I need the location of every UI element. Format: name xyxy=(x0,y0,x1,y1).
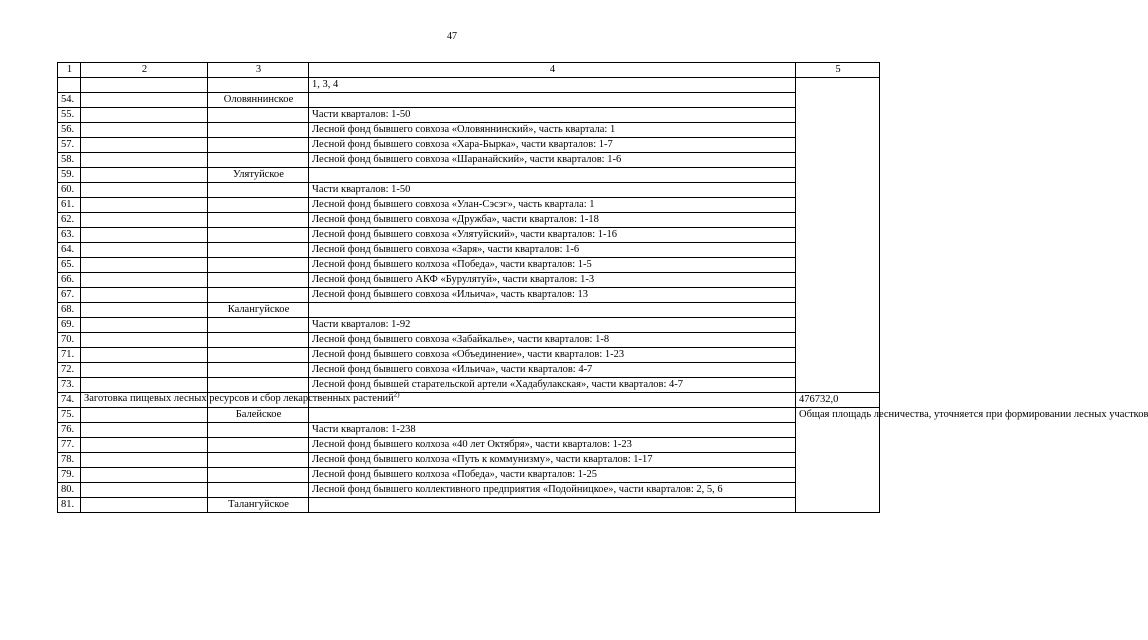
location-cell xyxy=(309,408,796,423)
table-row xyxy=(58,198,880,213)
district-cell: Талангуйское xyxy=(208,498,309,513)
district-cell xyxy=(208,78,309,93)
district-cell xyxy=(208,123,309,138)
activity-cell xyxy=(81,153,208,168)
table-row xyxy=(58,303,880,318)
row-number: 61. xyxy=(58,198,81,213)
district-cell xyxy=(208,333,309,348)
row-number: 60. xyxy=(58,183,81,198)
location-cell: Лесной фонд бывшего коллективного предприятия «Подойницкое», части кварталов: 2, 5, 6 xyxy=(309,483,796,498)
row-number: 64. xyxy=(58,243,81,258)
table-row xyxy=(58,153,880,168)
location-cell xyxy=(309,303,796,318)
location-cell: Лесной фонд бывшего совхоза «Ильича», часть кварталов: 13 xyxy=(309,288,796,303)
location-cell xyxy=(309,498,796,513)
location-cell xyxy=(309,93,796,108)
location-cell: Лесной фонд бывшего АКФ «Бурулятуй», части кварталов: 1-3 xyxy=(309,273,796,288)
activity-cell xyxy=(81,273,208,288)
district-cell: Оловяннинское xyxy=(208,93,309,108)
activity-cell xyxy=(81,453,208,468)
location-cell: Лесной фонд бывшего колхоза «Победа», части кварталов: 1-25 xyxy=(309,468,796,483)
activity-cell xyxy=(81,243,208,258)
district-cell xyxy=(208,288,309,303)
area-note: Общая площадь лесничества, уточняется при формировании лесных участков xyxy=(796,408,880,513)
location-cell: Части кварталов: 1-50 xyxy=(309,183,796,198)
location-cell: Лесной фонд бывшего совхоза «Забайкалье», части кварталов: 1-8 xyxy=(309,333,796,348)
district-cell xyxy=(208,423,309,438)
district-cell: Улятуйское xyxy=(208,168,309,183)
district-cell xyxy=(208,378,309,393)
page-number: 47 xyxy=(447,31,457,42)
location-cell: Лесной фонд бывшего совхоза «Оловяннинский», часть квартала: 1 xyxy=(309,123,796,138)
row-number: 57. xyxy=(58,138,81,153)
district-cell xyxy=(208,438,309,453)
district-cell xyxy=(208,468,309,483)
activity-cell xyxy=(81,408,208,423)
table-row xyxy=(58,498,880,513)
district-cell xyxy=(208,108,309,123)
activity-cell xyxy=(81,468,208,483)
location-cell: Лесной фонд бывшего совхоза «Объединение», части кварталов: 1-23 xyxy=(309,348,796,363)
district-cell xyxy=(208,243,309,258)
area-value: 476732,0 xyxy=(796,393,880,408)
table-row xyxy=(58,183,880,198)
activity-cell xyxy=(81,303,208,318)
row-number: 81. xyxy=(58,498,81,513)
district-cell xyxy=(208,348,309,363)
table-row xyxy=(58,168,880,183)
activity-cell xyxy=(81,78,208,93)
activity-cell xyxy=(81,93,208,108)
activity-cell xyxy=(81,198,208,213)
activity-cell xyxy=(81,108,208,123)
row-number: 73. xyxy=(58,378,81,393)
table-row xyxy=(58,228,880,243)
location-cell: 1, 3, 4 xyxy=(309,78,796,93)
table-row xyxy=(58,378,880,393)
activity-cell xyxy=(81,348,208,363)
location-cell: Лесной фонд бывшего совхоза «Шаранайский», части кварталов: 1-6 xyxy=(309,153,796,168)
row-number: 77. xyxy=(58,438,81,453)
district-cell xyxy=(208,318,309,333)
table-row xyxy=(58,438,880,453)
column-header-4: 4 xyxy=(309,63,796,78)
location-cell: Лесной фонд бывшего колхоза «40 лет Октября», части кварталов: 1-23 xyxy=(309,438,796,453)
row-number: 70. xyxy=(58,333,81,348)
district-cell xyxy=(208,273,309,288)
column-header-1: 1 xyxy=(58,63,81,78)
activity-cell xyxy=(81,288,208,303)
location-cell: Лесной фонд бывшего совхоза «Улан-Сэсэг», часть квартала: 1 xyxy=(309,198,796,213)
location-cell: Лесной фонд бывшего колхоза «Путь к коммунизму», части кварталов: 1-17 xyxy=(309,453,796,468)
row-number: 72. xyxy=(58,363,81,378)
row-number: 59. xyxy=(58,168,81,183)
row-number: 68. xyxy=(58,303,81,318)
location-cell: Лесной фонд бывшего совхоза «Хара-Бырка», части кварталов: 1-7 xyxy=(309,138,796,153)
table-row xyxy=(58,393,880,408)
row-number: 80. xyxy=(58,483,81,498)
location-cell: Части кварталов: 1-238 xyxy=(309,423,796,438)
row-number: 69. xyxy=(58,318,81,333)
row-number: 79. xyxy=(58,468,81,483)
district-cell xyxy=(208,258,309,273)
table-row xyxy=(58,288,880,303)
table-row xyxy=(58,213,880,228)
row-number: 65. xyxy=(58,258,81,273)
activity-cell xyxy=(81,318,208,333)
activity-label: Заготовка пищевых лесных ресурсов и сбор лекарственных растений xyxy=(84,393,394,404)
row-number xyxy=(58,78,81,93)
activity-cell xyxy=(81,168,208,183)
row-number: 76. xyxy=(58,423,81,438)
activity-cell xyxy=(81,138,208,153)
row-number: 75. xyxy=(58,408,81,423)
district-cell xyxy=(208,198,309,213)
district-cell xyxy=(208,483,309,498)
location-cell: Лесной фонд бывшего совхоза «Дружба», части кварталов: 1-18 xyxy=(309,213,796,228)
row-number: 66. xyxy=(58,273,81,288)
table-row xyxy=(58,108,880,123)
column-header-5: 5 xyxy=(796,63,880,78)
table-row xyxy=(58,453,880,468)
activity-cell xyxy=(81,390,400,408)
table-row xyxy=(58,333,880,348)
area-cell-blank xyxy=(796,78,880,393)
row-number: 54. xyxy=(58,93,81,108)
table-row xyxy=(58,273,880,288)
row-number: 58. xyxy=(58,153,81,168)
row-number: 63. xyxy=(58,228,81,243)
row-number: 71. xyxy=(58,348,81,363)
activity-cell xyxy=(81,213,208,228)
district-cell xyxy=(208,228,309,243)
row-number: 55. xyxy=(58,108,81,123)
table-row xyxy=(58,468,880,483)
location-cell: Лесной фонд бывшего совхоза «Ильича», части кварталов: 4-7 xyxy=(309,363,796,378)
location-cell: Лесной фонд бывшей старательской артели «Хадабулакская», части кварталов: 4-7 xyxy=(309,378,796,393)
district-cell: Калангуйское xyxy=(208,303,309,318)
activity-cell xyxy=(81,228,208,243)
row-number: 67. xyxy=(58,288,81,303)
district-cell: Балейское xyxy=(208,408,309,423)
table-row xyxy=(58,78,880,93)
district-cell xyxy=(208,138,309,153)
row-number: 56. xyxy=(58,123,81,138)
table-row xyxy=(58,363,880,378)
location-cell: Части кварталов: 1-92 xyxy=(309,318,796,333)
district-cell xyxy=(208,183,309,198)
column-header-2: 2 xyxy=(81,63,208,78)
location-cell xyxy=(309,168,796,183)
table-row xyxy=(58,423,880,438)
location-cell: Лесной фонд бывшего колхоза «Победа», части кварталов: 1-5 xyxy=(309,258,796,273)
forest-register-table xyxy=(57,62,1148,513)
table-row xyxy=(58,138,880,153)
column-header-3: 3 xyxy=(208,63,309,78)
activity-cell xyxy=(81,258,208,273)
location-cell: Лесной фонд бывшего совхоза «Улятуйский», части кварталов: 1-16 xyxy=(309,228,796,243)
activity-cell xyxy=(81,183,208,198)
table-row xyxy=(58,243,880,258)
table-row xyxy=(58,318,880,333)
table-row xyxy=(58,483,880,498)
district-cell xyxy=(208,213,309,228)
activity-cell xyxy=(81,378,208,393)
table-row xyxy=(58,408,880,423)
activity-cell xyxy=(81,123,208,138)
row-number: 62. xyxy=(58,213,81,228)
row-number: 74. xyxy=(58,393,81,408)
district-cell xyxy=(208,153,309,168)
row-number: 78. xyxy=(58,453,81,468)
table-row xyxy=(58,123,880,138)
footnote-marker: 2) xyxy=(393,390,400,399)
district-cell xyxy=(208,453,309,468)
table-row xyxy=(58,93,880,108)
location-cell: Части кварталов: 1-50 xyxy=(309,108,796,123)
activity-cell xyxy=(81,483,208,498)
district-cell xyxy=(208,363,309,378)
table-row xyxy=(58,348,880,363)
activity-cell xyxy=(81,438,208,453)
header-row xyxy=(58,63,880,78)
location-cell: Лесной фонд бывшего совхоза «Заря», части кварталов: 1-6 xyxy=(309,243,796,258)
table-row xyxy=(58,258,880,273)
activity-cell xyxy=(81,498,208,513)
activity-cell xyxy=(81,423,208,438)
activity-cell xyxy=(81,363,208,378)
activity-cell xyxy=(81,333,208,348)
